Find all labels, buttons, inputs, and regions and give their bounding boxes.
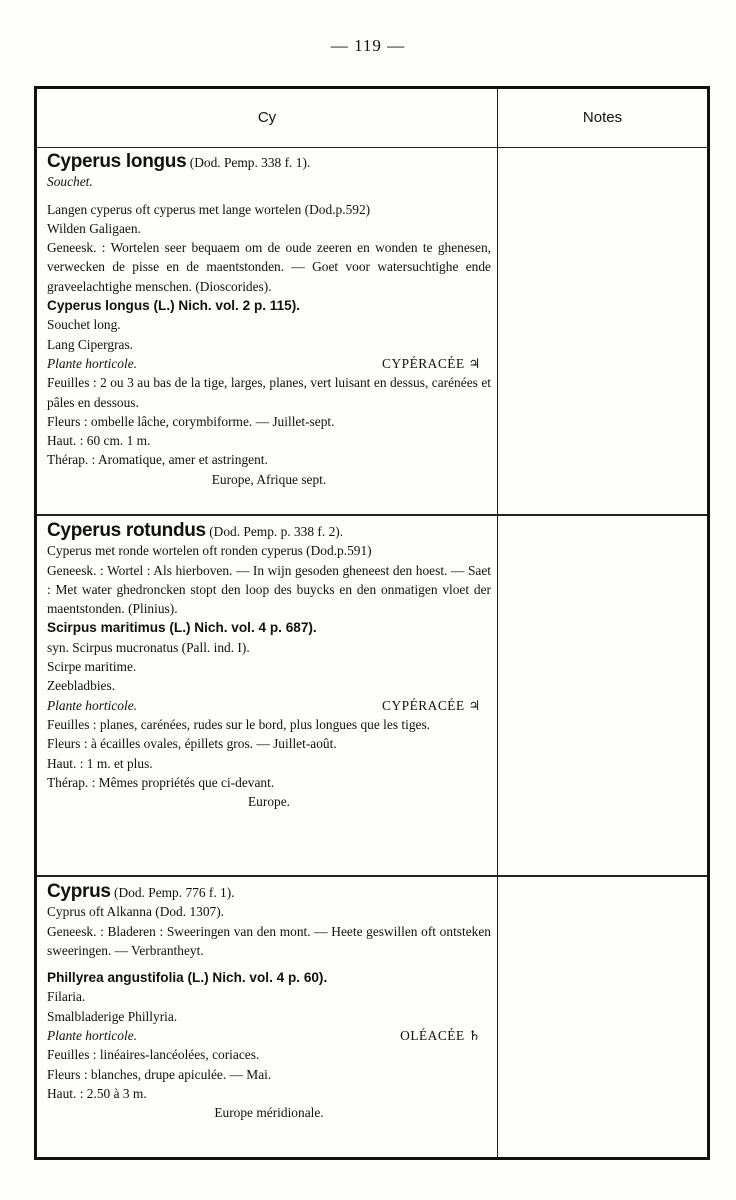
row-separator xyxy=(37,875,707,877)
entry-line: Haut. : 1 m. et plus. xyxy=(47,755,153,771)
entry-line: Zeebladbies. xyxy=(47,678,116,694)
entry-cyprus xyxy=(47,882,491,1123)
entry-line: Cyperus longus (L.) Nich. vol. 2 p. 115). xyxy=(47,298,301,314)
entry-line: Wilden Galigaen. xyxy=(47,220,141,236)
entry-line: Fleurs : à écailles ovales, épillets gros. — Juillet-août. xyxy=(47,736,337,752)
header-main: Cy xyxy=(257,109,277,126)
entry-title: Cyperus rotundus xyxy=(47,520,206,541)
entry-reference: (Dod. Pemp. 776 f. 1). xyxy=(114,885,235,900)
family-label: OLÉACÉE ♄ xyxy=(400,1028,481,1044)
entry-line: Thérap. : Aromatique, amer et astringent. xyxy=(47,452,268,468)
entry-cyperus-rotundus xyxy=(47,521,491,811)
entry-line: Europe méridionale. xyxy=(214,1105,324,1121)
entry-line: Geneesk. : Bladeren : Sweeringen van den mont. — Heete geswillen oft ontsteken sweeringen. — Verbrantheyt. xyxy=(47,923,491,958)
entry-line: Souchet. xyxy=(47,174,93,190)
entry-title: Cyperus longus xyxy=(47,151,187,172)
entry-line: Europe, Afrique sept. xyxy=(211,471,327,487)
entry-line: Plante horticole. xyxy=(47,1028,137,1044)
entry-title: Cyprus xyxy=(47,881,111,902)
entry-line: Souchet long. xyxy=(47,317,121,333)
entry-line: Feuilles : linéaires-lancéolées, coriaces. xyxy=(47,1047,260,1063)
entry-line: Langen cyperus oft cyperus met lange wortelen (Dod.p.592) xyxy=(47,201,371,217)
page-number: — 119 — xyxy=(330,36,406,55)
column-divider xyxy=(497,89,498,1157)
entry-line: Fleurs : ombelle lâche, corymbiforme. — Juillet-sept. xyxy=(47,413,335,429)
entry-line: Geneesk. : Wortel : Als hierboven. — In wijn gesoden gheneest den hoest. — Saet : Met water ghedroncken stopt den loop des buycks en den onmatigen vloet der maentstonden. (Plinius). xyxy=(47,562,491,617)
family-label: CYPÉRACÉE ♃ xyxy=(382,355,481,371)
entry-line: Thérap. : Mêmes propriétés que ci-devant. xyxy=(47,774,275,790)
header-notes: Notes xyxy=(582,109,623,126)
herbal-table xyxy=(34,86,710,1160)
entry-line: Filaria. xyxy=(47,989,86,1005)
entry-line: Cyprus oft Alkanna (Dod. 1307). xyxy=(47,904,225,920)
entry-reference: (Dod. Pemp. 338 f. 1). xyxy=(189,155,311,170)
entry-line: Scirpe maritime. xyxy=(47,659,137,675)
entry-line: Cyperus met ronde wortelen oft ronden cyperus (Dod.p.591) xyxy=(47,543,372,559)
entry-line: Plante horticole. xyxy=(47,355,137,371)
entry-line: Scirpus maritimus (L.) Nich. vol. 4 p. 687). xyxy=(47,620,317,636)
entry-line: Haut. : 2.50 à 3 m. xyxy=(47,1085,147,1101)
entry-line: Lang Cipergras. xyxy=(47,336,134,352)
entry-line: syn. Scirpus mucronatus (Pall. ind. I). xyxy=(47,639,250,655)
entry-line: Europe. xyxy=(247,794,291,810)
entry-line: Feuilles : 2 ou 3 au bas de la tige, larges, planes, vert luisant en dessus, carénées et pâles en dessous. xyxy=(47,375,491,410)
entry-line: Smalbladerige Phillyria. xyxy=(47,1008,178,1024)
entry-line: Geneesk. : Wortelen seer bequaem om de oude zeeren en wonden te ghenesen, verwecken de pisse en de maentstonden. — Goet voor watersuchtighe ende graveelachtighe menschen. (Dioscorides). xyxy=(47,240,491,294)
entry-cyperus-longus xyxy=(47,152,491,489)
entry-line: Phillyrea angustifolia (L.) Nich. vol. 4 p. 60). xyxy=(47,970,328,986)
row-separator xyxy=(37,514,707,516)
entry-line: Plante horticole. xyxy=(47,697,137,713)
entry-line: Feuilles : planes, carénées, rudes sur le bord, plus longues que les tiges. xyxy=(47,716,431,732)
entry-line: Fleurs : blanches, drupe apiculée. — Mai. xyxy=(47,1066,272,1082)
entry-line: Haut. : 60 cm. 1 m. xyxy=(47,433,151,449)
family-label: CYPÉRACÉE ♃ xyxy=(382,697,481,713)
entry-reference: (Dod. Pemp. p. 338 f. 2). xyxy=(209,524,344,539)
table-header xyxy=(37,89,707,148)
